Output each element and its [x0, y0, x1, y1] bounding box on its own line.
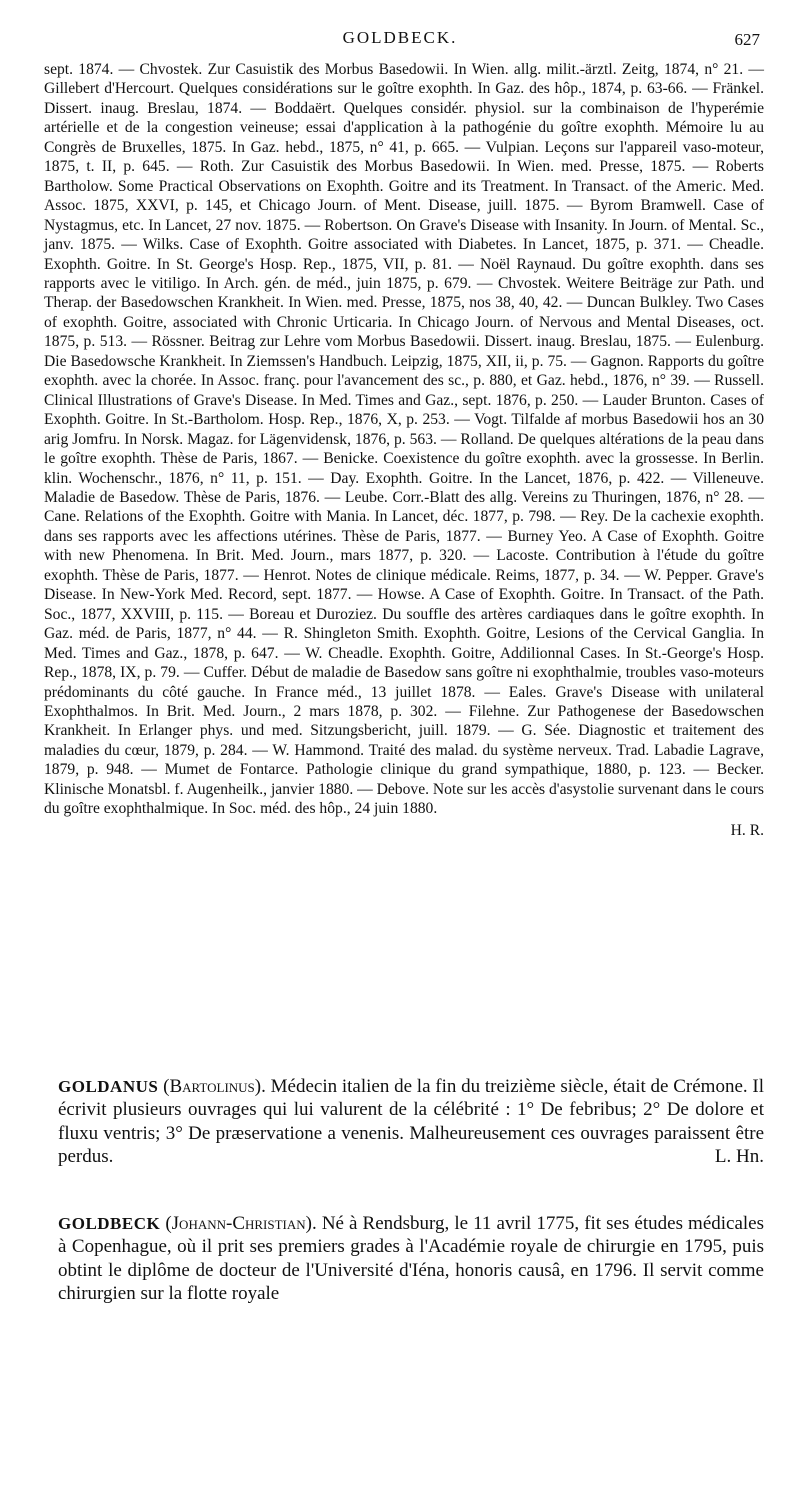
article-body: [34, 1212, 764, 1305]
running-head: [0, 28, 800, 52]
page-number: 627: [734, 30, 760, 49]
article-firstname: (Johann-Christian).: [165, 1213, 317, 1234]
bibliography-signature: H. R.: [730, 821, 764, 839]
running-title: GOLDBECK.: [342, 28, 458, 47]
bibliography-block: [44, 60, 764, 840]
bibliography-text: sept. 1874. — Chvostek. Zur Casuistik des Morbus Basedowii. In Wien. allg. milit.-ärztl. Zeitg, 1874, n° 21. — Gillebert d'Hercourt. Quelques considérations sur le goître exophth. In Gaz. des hôp., 1874, p. 63-66. — Fränkel. Dissert. inaug. Breslau, 1874. — Boddaërt. Quelques considér. physiol. sur la combinaison de l'hyperémie artérielle et de la congestion veineuse; essai d'application à la pathogénie du goître exophth. Mémoire lu au Congrès de Bruxelles, 1875. In Gaz. hebd., 1875, n° 41, p. 665. — Vulpian. Leçons sur l'appareil vaso-moteur, 1875, t. II, p. 645. — Roth. Zur Casuistik des Morbus Basedowii. In Wien. med. Presse, 1875. — Roberts Bartholow. Some Practical Observations on Exophth. Goitre and its Treatment. In Transact. of the Americ. Med. Assoc. 1875, XXVI, p. 145, et Chicago Journ. of Ment. Disease, juill. 1875. — Byrom Bramwell. Case of Nystagmus, etc. In Lancet, 27 nov. 1875. — Robertson. On Grave's Disease with Insanity. In Journ. of Mental. Sc., janv. 1875. — Wilks. Case of Exophth. Goitre associated with Diabetes. In Lancet, 1875, p. 371. — Cheadle. Exophth. Goitre. In St. George's Hosp. Rep., 1875, VII, p. 81. — Noël Raynaud. Du goître exophth. dans ses rapports avec le vitiligo. In Arch. gén. de méd., juin 1875, p. 679. — Chvostek. Weitere Beiträge zur Path. und Therap. der Basedowschen Krankheit. In Wien. med. Presse, 1875, nos 38, 40, 42. — Duncan Bulkley. Two Cases of exophth. Goitre, associated with Chronic Urticaria. In Chicago Journ. of Nervous and Mental Diseases, oct. 1875, p. 513. — Rössner. Beitrag zur Lehre vom Morbus Basedowii. Dissert. inaug. Breslau, 1875. — Eulenburg. Die Basedowsche Krankheit. In Ziemssen's Handbuch. Leipzig, 1875, XII, ii, p. 75. — Gagnon. Rapports du goître exophth. avec la chorée. In Assoc. franç. pour l'avancement des sc., p. 880, et Gaz. hebd., 1876, n° 39. — Russell. Clinical Illustrations of Grave's Disease. In Med. Times and Gaz., sept. 1876, p. 250. — Lauder Brunton. Cases of Exophth. Goitre. In St.-Bartholom. Hosp. Rep., 1876, X, p. 253. — Vogt. Tilfalde af morbus Basedowii hos an 30 arig Jomfru. In Norsk. Magaz. for Lägenvidensk, 1876, p. 563. — Rolland. De quelques altérations de la peau dans le goître exophth. Thèse de Paris, 1867. — Benicke. Coexistence du goître exophth. avec la grossesse. In Berlin. klin. Wochenschr., 1876, n° 11, p. 151. — Day. Exophth. Goitre. In the Lancet, 1876, p. 422. — Villeneuve. Maladie de Basedow. Thèse de Paris, 1876. — Leube. Corr.-Blatt des allg. Vereins zu Thuringen, 1876, n° 28. — Cane. Relations of the Exophth. Goitre with Mania. In Lancet, déc. 1877, p. 798. — Rey. De la cachexie exophth. dans ses rapports avec les affections utérines. Thèse de Paris, 1877. — Burney Yeo. A Case of Exophth. Goitre with new Phenomena. In Brit. Med. Journ., mars 1877, p. 320. — Lacoste. Contribution à l'étude du goître exophth. Thèse de Paris, 1877. — Henrot. Notes de clinique médicale. Reims, 1877, p. 34. — W. Pepper. Grave's Disease. In New-York Med. Record, sept. 1877. — Howse. A Case of Exophth. Goitre. In Transact. of the Path. Soc., 1877, XXVIII, p. 115. — Boreau et Duroziez. Du souffle des artères cardiaques dans le goître exophth. In Gaz. méd. de Paris, 1877, n° 44. — R. Shingleton Smith. Exophth. Goitre, Lesions of the Cervical Ganglia. In Med. Times and Gaz., 1878, p. 647. — W. Cheadle. Exophth. Goitre, Addilionnal Cases. In St.-George's Hosp. Rep., 1878, IX, p. 79. — Cuffer. Début de maladie de Basedow sans goître ni exophthalmie, troubles vaso-moteurs prédominants du côté gauche. In France méd., 13 juillet 1878. — Eales. Grave's Disease with unilateral Exophthalmos. In Brit. Med. Journ., 2 mars 1878, p. 302. — Filehne. Zur Pathogenese der Basedowschen Krankheit. In Erlanger phys. und med. Sitzungsbericht, juill. 1879. — G. Sée. Diagnostic et traitement des maladies du cœur, 1879, p. 284. — W. Hammond. Traité des malad. du système nerveux. Trad. Labadie Lagrave, 1879, p. 948. — Mumet de Fontarce. Pathologie clinique du grand sympathique, 1880, p. 123. — Becker. Klinische Monatsbl. f. Augenheilk., janvier 1880. — Debove. Note sur les accès d'asystolie survenant dans le cours du goître exophthalmique. In Soc. méd. des hôp., 24 juin 1880.: [44, 61, 764, 818]
article-goldanus: [34, 1075, 764, 1168]
article-firstname: (Bartolinus).: [163, 1076, 266, 1097]
article-headword: GOLDBECK: [58, 1214, 161, 1233]
article-signature: L. Hn.: [714, 1145, 764, 1167]
article-body: [34, 1075, 764, 1168]
article-headword: GOLDANUS: [58, 1077, 159, 1096]
article-text: Médecin italien de la fin du treizième siècle, était de Crémone. Il écrivit plusieurs ouvrages qui lui valurent de la célébrité : 1° De febribus; 2° De dolore et fluxu ventris; 3° De præservatione a venenis. Malheureusement ces ouvrages paraissent être perdus.: [58, 1076, 764, 1167]
article-goldbeck: [34, 1212, 764, 1305]
article-text: Né à Rendsburg, le 11 avril 1775, fit ses études médicales à Copenhague, où il prit ses premiers grades à l'Académie royale de chirurgie en 1795, puis obtint le diplôme de docteur de l'Université d'Iéna, honoris causâ, en 1796. Il servit comme chirurgien sur la flotte royale: [58, 1213, 765, 1304]
